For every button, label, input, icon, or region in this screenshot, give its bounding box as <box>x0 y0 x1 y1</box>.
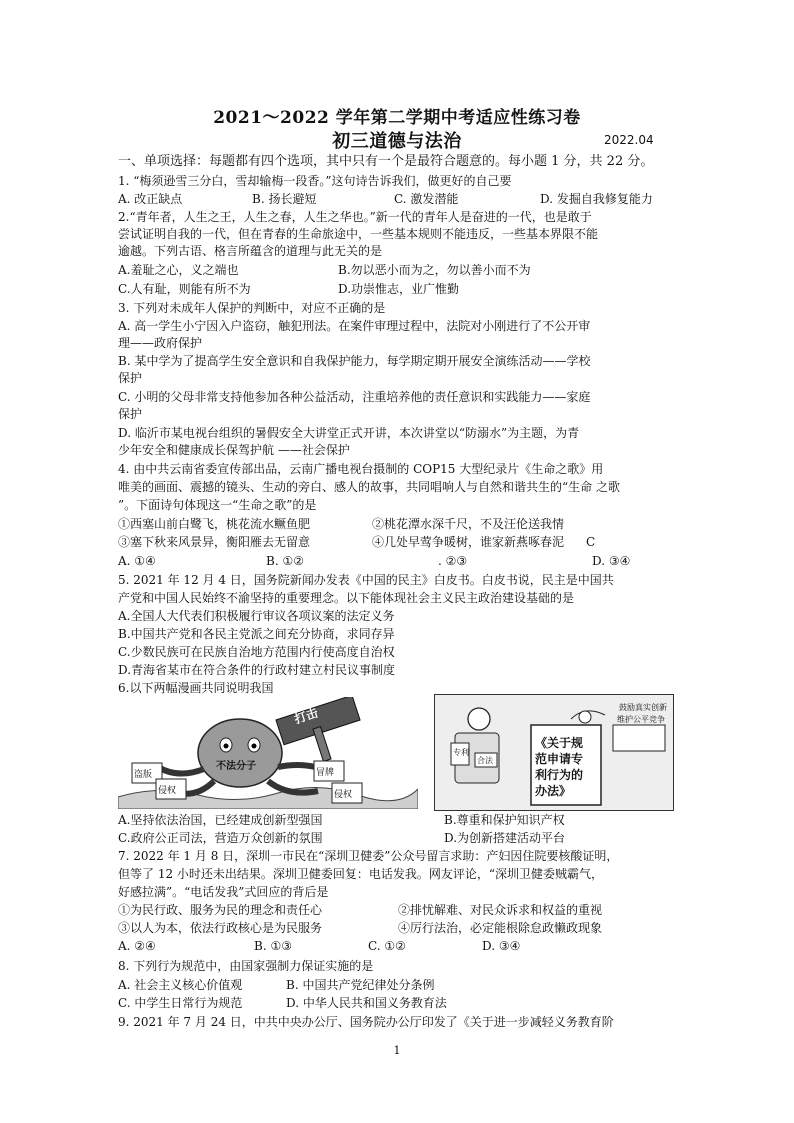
q3-option-a-1: A. 高一学生小宁因入户盗窃，触犯刑法。在案件审理过程中，法院对小刚进行了不公开审 <box>118 319 591 333</box>
q6-option-a: A.坚持依法治国，已经建成创新型强国 <box>118 813 323 827</box>
q4-item-1: ①西塞山前白鹭飞，桃花流水鳜鱼肥 <box>118 517 311 531</box>
q2-stem-3: 逾越。下列古语、格言所蕴含的道理与此无关的是 <box>118 244 383 258</box>
q3-option-b-1: B. 某中学为了提高学生安全意识和自我保护能力，每学期定期开展安全演练活动——学校 <box>118 354 591 368</box>
q3-option-c-1: C. 小明的父母非常支持他参加各种公益活动，注重培养他的责任意识和实践能力——家庭 <box>118 390 591 404</box>
q2-stem-1: 2.“青年者，人生之王，人生之春，人生之华也。”新一代的青年人是奋进的一代，也是敢于 <box>118 210 592 224</box>
q7-item-4: ④厉行法治，必定能根除怠政懒政现象 <box>398 921 603 935</box>
cartoon2-document-title <box>535 735 583 799</box>
q1-option-a: A. 改正缺点 <box>118 192 183 206</box>
cartoon2-doc-line-2: 范申请专 <box>535 752 584 766</box>
cartoon2-doc-line-4: 办法》 <box>535 784 572 798</box>
cartoon-octopus <box>118 697 418 809</box>
q2-option-a: A.羞耻之心，义之端也 <box>118 263 239 277</box>
q6-option-d: D.为创新搭建活动平台 <box>444 831 566 845</box>
q7-stem-3: 好感拉满”。“电话发我”式回应的背后是 <box>118 885 329 899</box>
q5-stem-1: 5. 2021 年 12 月 4 日，国务院新闻办发表《中国的民主》白皮书。白皮书说，民主是中国共 <box>118 573 614 587</box>
q7-item-2: ②排忧解难、对民众诉求和权益的重视 <box>398 903 603 917</box>
cartoon1-hammer-label: 打击 <box>292 705 320 727</box>
q7-stem-1: 7. 2022 年 1 月 8 日，深圳一市民在“深圳卫健委”公众号留言求助：产妇因住院要核酸证明， <box>118 849 619 863</box>
q4-item-4: ④几处早莺争暖树，谁家新燕啄春泥 <box>372 535 565 549</box>
q5-option-c: C.少数民族可在民族自治地方范围内行使高度自治权 <box>118 645 395 659</box>
q5-option-a: A.全国人大代表们积极履行审议各项议案的法定义务 <box>118 609 395 623</box>
q3-option-b-2: 保护 <box>118 371 143 385</box>
q1-option-d: D. 发掘自我修复能力 <box>540 192 653 206</box>
page-number: 1 <box>393 1044 401 1057</box>
q7-option-c: C. ①② <box>368 939 406 953</box>
q5-stem-2: 产党和中国人民始终不渝坚持的重要理念。以下能体现社会主义民主政治建设基础的是 <box>118 591 575 605</box>
q5-option-d: D.青海省某市在符合条件的行政村建立村民议事制度 <box>118 663 396 677</box>
cartoon1-tag-3: 冒牌 <box>316 768 335 778</box>
cartoon2-banner-1: 鼓励真实创新 <box>619 703 667 712</box>
q2-option-d: D.功崇惟志，业广惟勤 <box>338 282 460 296</box>
q2-option-c: C.人有耻，则能有所不为 <box>118 282 251 296</box>
cartoon1-tag-2: 侵权 <box>158 786 177 796</box>
cartoon2-banner-2: 维护公平竞争 <box>617 715 665 724</box>
q6-option-b: B.尊重和保护知识产权 <box>444 813 565 827</box>
q7-item-1: ①为民行政、服务为民的理念和责任心 <box>118 903 323 917</box>
cartoon-patent <box>434 694 674 811</box>
cartoon1-tag-1: 盗版 <box>134 770 153 780</box>
cartoon2-doc-line-1: 《关于规 <box>535 736 584 750</box>
q8-option-b: B. 中国共产党纪律处分条例 <box>286 978 435 992</box>
q1-option-b: B. 扬长避短 <box>252 192 317 206</box>
q6-stem: 6.以下两幅漫画共同说明我国 <box>118 681 274 695</box>
q7-stem-2: 但等了 12 小时还未出结果。深圳卫健委回复：电话发我。网友评论，“深圳卫健委贼霸气， <box>118 867 604 881</box>
q3-stem: 3. 下列对未成年人保护的判断中，对应不正确的是 <box>118 301 386 315</box>
q3-option-a-2: 理——政府保护 <box>118 336 203 350</box>
q4-option-d: D. ③④ <box>592 554 631 568</box>
q7-item-3: ③以人为本，依法行政核心是为民服务 <box>118 921 323 935</box>
q3-option-d-1: D. 临沂市某电视台组织的暑假安全大讲堂正式开讲，本次讲堂以“防溺水”为主题，为青 <box>118 426 580 440</box>
q7-option-b: B. ①③ <box>254 939 292 953</box>
q5-option-b: B.中国共产党和各民主党派之间充分协商，求同存异 <box>118 627 395 641</box>
q4-option-c-letter: C <box>586 535 596 549</box>
q7-option-d: D. ③④ <box>482 939 521 953</box>
q3-option-d-2: 少年安全和健康成长保驾护航 ——社会保护 <box>118 443 350 457</box>
q6-option-c: C.政府公正司法，营造万众创新的氛围 <box>118 831 323 845</box>
q8-stem: 8. 下列行为规范中，由国家强制力保证实施的是 <box>118 959 374 973</box>
q4-item-2: ②桃花潭水深千尺，不及汪伦送我情 <box>372 517 565 531</box>
q4-item-3: ③塞下秋来风景异，衡阳雁去无留意 <box>118 535 311 549</box>
q9-stem-1: 9. 2021 年 7 月 24 日，中共中央办公厅、国务院办公厅印发了《关于进一步减轻义务教育阶 <box>118 1015 614 1029</box>
exam-subject: 初三道德与法治 <box>332 131 462 152</box>
q3-option-c-2: 保护 <box>118 407 143 421</box>
q4-stem-1: 4. 由中共云南省委宣传部出品，云南广播电视台摄制的 COP15 大型纪录片《生命之歌》用 <box>118 462 604 476</box>
q4-stem-3: ”。下面诗句体现这一“生命之歌”的是 <box>118 498 317 512</box>
q2-stem-2: 尝试证明自我的一代，但在青春的生命旅途中，一些基本规则不能违反，一些基本界限不能 <box>118 227 599 241</box>
section-heading: 一、单项选择：每题都有四个选项，其中只有一个是最符合题意的。每小题 1 分，共 22 分。 <box>118 154 654 169</box>
cartoon2-tag-patent: 专利 <box>453 748 469 757</box>
q4-option-c: . ②③ <box>438 554 468 568</box>
cartoon2-doc-line-3: 利行为的 <box>535 768 584 782</box>
cartoon1-tag-4: 侵权 <box>334 790 353 800</box>
q4-option-b: B. ①② <box>266 554 304 568</box>
q1-option-c: C. 激发潜能 <box>394 192 459 206</box>
q2-option-b: B.勿以恶小而为之，勿以善小而不为 <box>338 263 531 277</box>
q1-stem: 1. “梅须逊雪三分白，雪却输梅一段香。”这句诗告诉我们，做更好的自己要 <box>118 174 512 188</box>
q4-option-a: A. ①④ <box>118 554 156 568</box>
q8-option-a: A. 社会主义核心价值观 <box>118 978 243 992</box>
q7-option-a: A. ②④ <box>118 939 156 953</box>
cartoon2-tag-legal: 合法 <box>477 756 493 765</box>
q4-stem-2: 唯美的画面、震撼的镜头、生动的旁白、感人的故事，共同唱响人与自然和谐共生的“生命 之歌 <box>118 480 620 494</box>
cartoon1-octopus-label: 不法分子 <box>216 761 256 772</box>
q8-option-d: D. 中华人民共和国义务教育法 <box>286 996 447 1010</box>
q8-option-c: C. 中学生日常行为规范 <box>118 996 243 1010</box>
exam-title: 2021～2022 学年第二学期中考适应性练习卷 <box>213 108 581 128</box>
exam-date: 2022.04 <box>604 133 654 147</box>
